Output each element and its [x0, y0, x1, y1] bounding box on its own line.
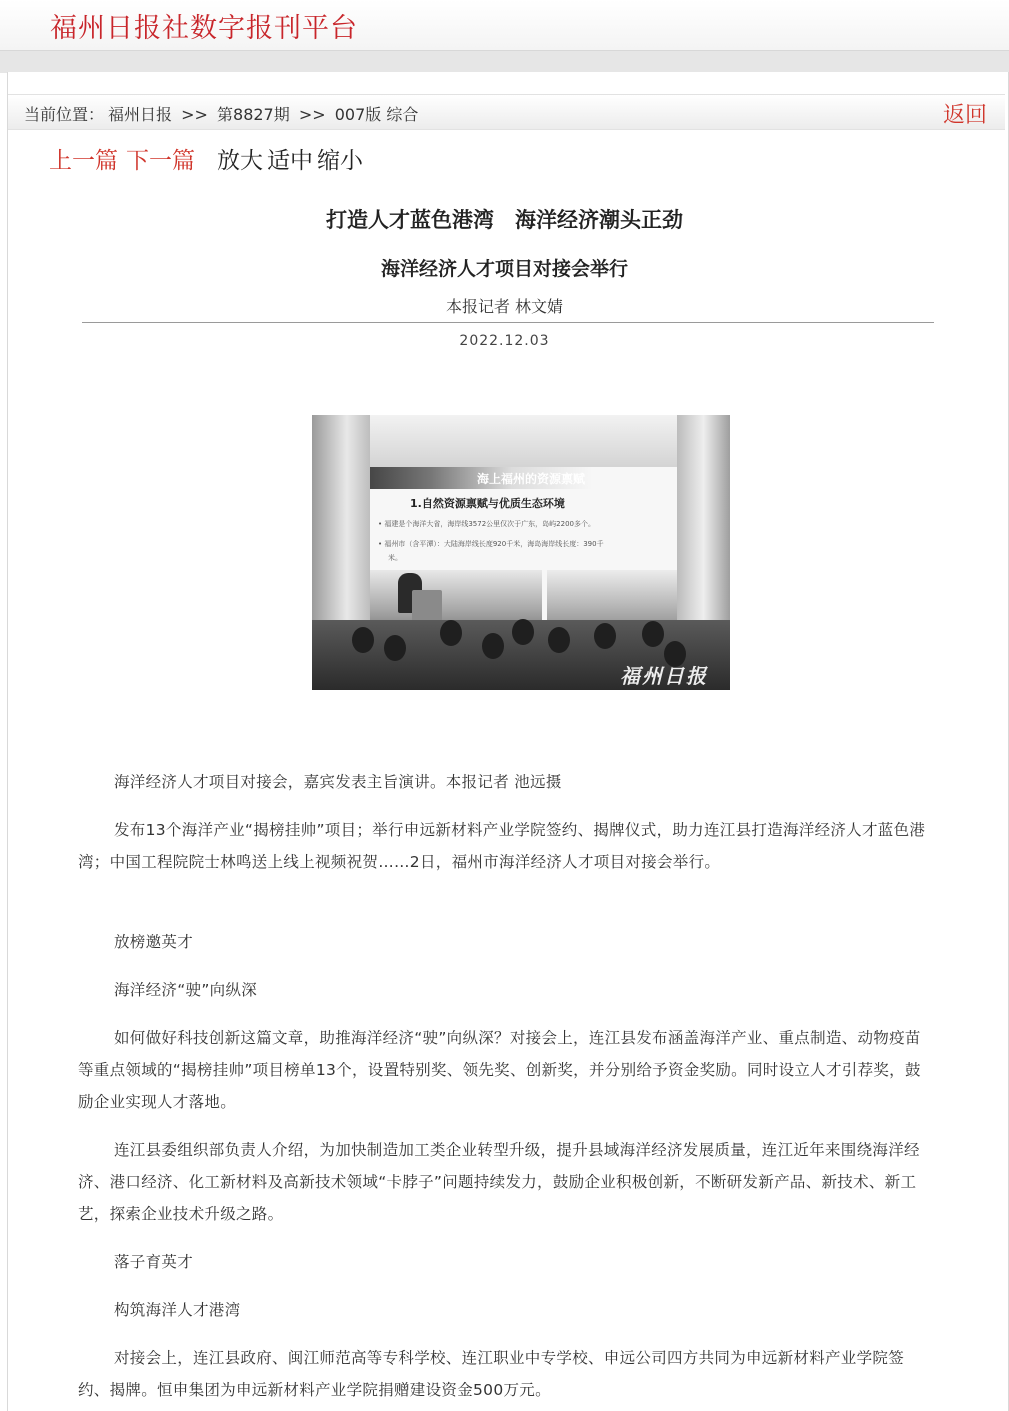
breadcrumb-separator: >>: [176, 105, 214, 124]
breadcrumb-paper-link[interactable]: 福州日报: [108, 105, 173, 124]
audience-head: [594, 623, 616, 649]
article-photo[interactable]: [312, 415, 730, 690]
section-subheading: 海洋经济“驶”向纵深: [114, 981, 258, 999]
zoom-in-link[interactable]: 放大: [217, 148, 263, 174]
breadcrumb-issue-link[interactable]: 第8827期: [217, 105, 290, 124]
screen-line: • 福州市（含平潭）：大陆海岸线长度920千米，海岛海岸线长度：390千: [378, 540, 604, 548]
title-divider: [82, 322, 934, 323]
article-nav: [49, 142, 367, 175]
zoom-out-link[interactable]: 缩小: [317, 148, 363, 174]
article-paragraph: 对接会上，连江县政府、闽江师范高等专科学校、连江职业中专学校、申远公司四方共同为申远新材料产业学院签约、揭牌。恒申集团为申远新材料产业学院捐赠建设资金500万元。: [78, 1349, 905, 1399]
site-header: [0, 0, 1009, 50]
article-subtitle: 海洋经济人才项目对接会举行: [380, 258, 628, 280]
prev-article-link[interactable]: 上一篇: [49, 148, 118, 174]
section-heading: 放榜邀英才: [114, 933, 194, 951]
audience-head: [440, 620, 462, 646]
screen-heading: 1.自然资源禀赋与优质生态环境: [410, 497, 565, 510]
back-link[interactable]: 返回: [943, 103, 988, 128]
audience-head: [482, 633, 504, 659]
audience-head: [512, 619, 534, 645]
header-divider: [0, 50, 1009, 73]
zoom-fit-link[interactable]: 适中: [267, 148, 313, 174]
screen-title: 海上福州的资源禀赋: [477, 472, 586, 486]
next-article-link[interactable]: 下一篇: [126, 148, 195, 174]
audience-head: [548, 627, 570, 653]
breadcrumb-separator: >>: [293, 105, 331, 124]
section-subheading: 构筑海洋人才港湾: [114, 1301, 241, 1319]
article-date: 2022.12.03: [459, 333, 550, 349]
section-heading: 落子育英才: [114, 1253, 194, 1271]
screen-line: • 福建是个海洋大省，海岸线3572公里仅次于广东，岛屿2200多个。: [378, 520, 595, 528]
photo-ceiling: [312, 415, 730, 475]
photo-caption: 海洋经济人才项目对接会，嘉宾发表主旨演讲。本报记者 池远摄: [114, 773, 562, 791]
screen-line: 米。: [388, 554, 402, 562]
breadcrumb-page-link[interactable]: 007版 综合: [334, 105, 419, 124]
audience-head: [642, 621, 664, 647]
article-paragraph: 连江县委组织部负责人介绍，为加快制造加工类企业转型升级，提升县域海洋经济发展质量，连江近年来围绕海洋经济、港口经济、化工新材料及高新技术领域“卡脖子”问题持续发力，鼓励企业积极创新，不断研发新产品、新技术、新工艺，探索企业技术升级之路。: [78, 1141, 920, 1223]
article-byline: 本报记者 林文婧: [445, 297, 564, 316]
breadcrumb: [24, 102, 422, 125]
article-paragraph: 如何做好科技创新这篇文章，助推海洋经济“驶”向纵深？对接会上，连江县发布涵盖海洋产业、重点制造、动物疫苗等重点领域的“揭榜挂帅”项目榜单13个，设置特别奖、领先奖、创新奖，并分别给予资金奖励。同时设立人才引荐奖，鼓励企业实现人才落地。: [78, 1029, 921, 1111]
audience-head: [352, 627, 374, 653]
breadcrumb-prefix: 当前位置：: [24, 105, 105, 124]
photo-watermark: 福州日报: [620, 664, 708, 688]
audience-head: [384, 635, 406, 661]
site-title: 福州日报社数字报刊平台: [50, 13, 358, 44]
article-title: 打造人才蓝色港湾 海洋经济潮头正劲: [326, 208, 683, 232]
article-paragraph: 发布13个海洋产业“揭榜挂帅”项目；举行申远新材料产业学院签约、揭牌仪式，助力连江县打造海洋经济人才蓝色港湾；中国工程院院士林鸣送上线上视频祝贺……2日，福州市海洋经济人才项目对接会举行。: [78, 821, 926, 871]
